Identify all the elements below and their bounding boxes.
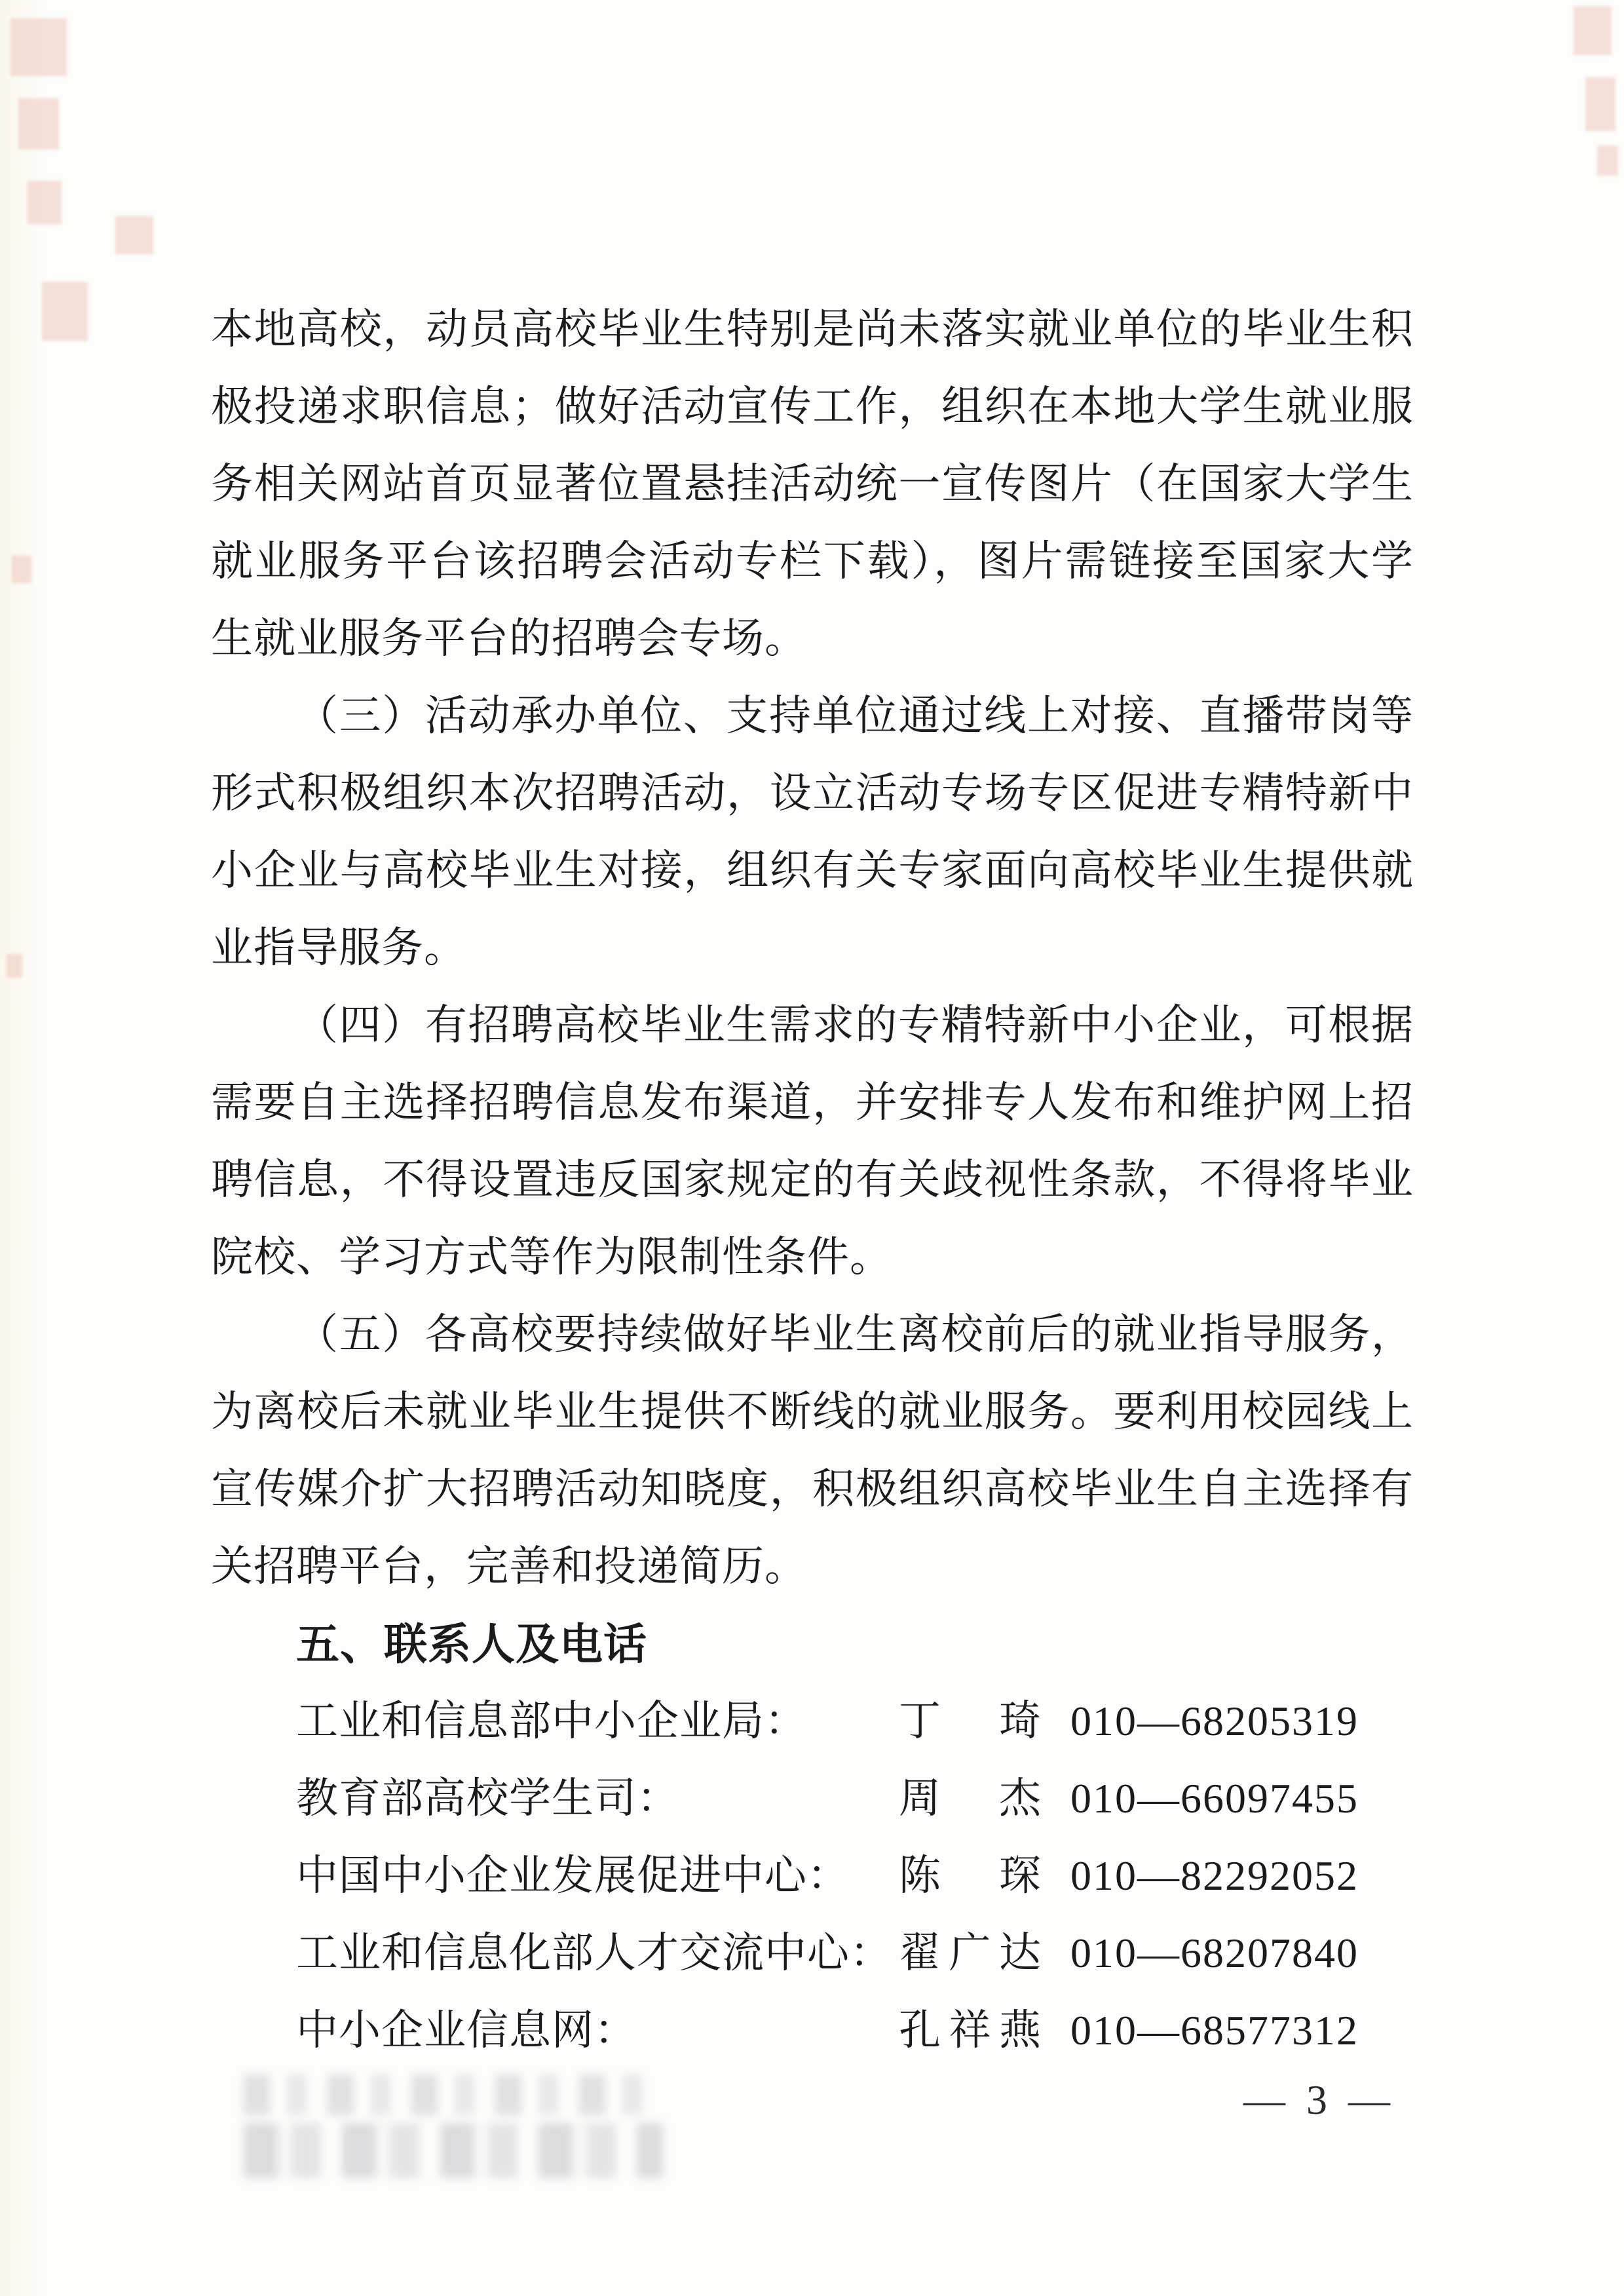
- contact-organization: 工业和信息部中小企业局：: [296, 1698, 807, 1744]
- body-line: 业指导服务。: [211, 925, 466, 971]
- body-line: 极投递求职信息；做好活动宣传工作，组织在本地大学生就业服: [211, 383, 1414, 430]
- contact-person: 丁琦: [899, 1698, 1042, 1744]
- contact-person: 周杰: [899, 1775, 1042, 1822]
- contact-organization: 中国中小企业发展促进中心：: [296, 1852, 850, 1899]
- body-line: 务相关网站首页显著位置悬挂活动统一宣传图片（在国家大学生: [211, 461, 1414, 507]
- contact-phone: 010—68207840: [1070, 1930, 1359, 1976]
- contact-organization: 工业和信息化部人才交流中心：: [296, 1930, 892, 1976]
- contact-person: 孔祥燕: [899, 2007, 1042, 2054]
- contact-phone: 010—68577312: [1070, 2007, 1359, 2054]
- contact-row: [211, 1683, 1414, 1760]
- body-line: （三）活动承办单位、支持单位通过线上对接、直播带岗等: [296, 693, 1414, 739]
- contact-person: 翟广达: [899, 1930, 1042, 1976]
- contact-row: [211, 1760, 1414, 1837]
- section-heading: 五、联系人及电话: [296, 1620, 647, 1668]
- body-line: 需要自主选择招聘信息发布渠道，并安排专人发布和维护网上招: [211, 1079, 1414, 1126]
- contact-organization: 教育部高校学生司：: [296, 1775, 679, 1822]
- body-line: 宣传媒介扩大招聘活动知晓度，积极组织高校毕业生自主选择有: [211, 1466, 1414, 1512]
- contact-person: 陈琛: [899, 1852, 1042, 1899]
- body-line: 小企业与高校毕业生对接，组织有关专家面向高校毕业生提供就: [211, 847, 1414, 894]
- ink-bleed-smudge: [244, 2072, 663, 2187]
- contact-phone: 010—82292052: [1070, 1852, 1359, 1899]
- contact-phone: 010—66097455: [1070, 1775, 1359, 1822]
- body-line: 生就业服务平台的招聘会专场。: [211, 615, 807, 662]
- body-line: 聘信息，不得设置违反国家规定的有关歧视性条款，不得将毕业: [211, 1157, 1414, 1203]
- body-line: 本地高校，动员高校毕业生特别是尚未落实就业单位的毕业生积: [211, 306, 1414, 353]
- contact-row: [211, 1992, 1414, 2069]
- body-line: 院校、学习方式等作为限制性条件。: [211, 1234, 892, 1280]
- body-line: 为离校后未就业毕业生提供不断线的就业服务。要利用校园线上: [211, 1388, 1414, 1435]
- body-line: （四）有招聘高校毕业生需求的专精特新中小企业，可根据: [296, 1002, 1414, 1048]
- body-line: 形式积极组织本次招聘活动，设立活动专场专区促进专精特新中: [211, 770, 1414, 816]
- body-line: 就业服务平台该招聘会活动专栏下载），图片需链接至国家大学: [211, 538, 1414, 584]
- document-body: [211, 291, 1414, 2069]
- contact-phone: 010—68205319: [1070, 1698, 1359, 1744]
- contact-row: [211, 1915, 1414, 1992]
- contact-organization: 中小企业信息网：: [296, 2007, 637, 2054]
- page-number: — 3 —: [1243, 2076, 1395, 2123]
- body-line: 关招聘平台，完善和投递简历。: [211, 1543, 807, 1590]
- body-line: （五）各高校要持续做好毕业生离校前后的就业指导服务，: [296, 1311, 1414, 1358]
- contact-row: [211, 1837, 1414, 1915]
